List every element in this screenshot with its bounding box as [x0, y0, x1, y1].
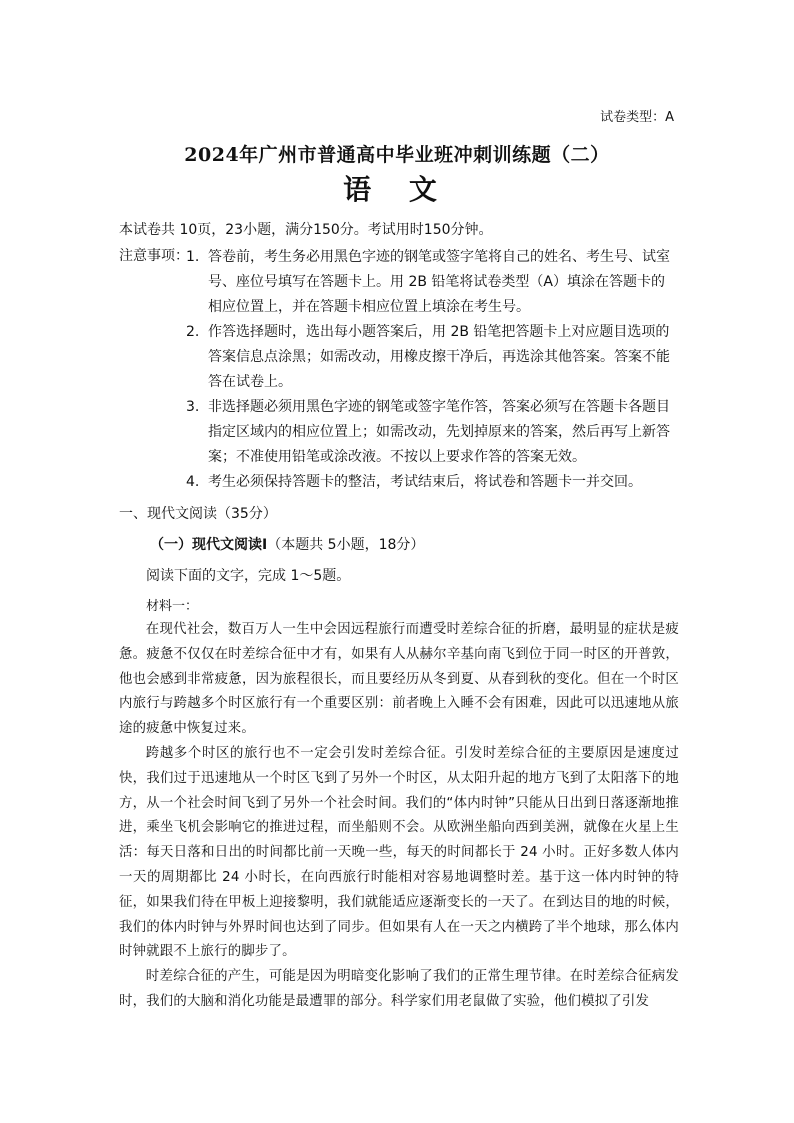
- subsection-info: （本题共 5小题，18分）: [267, 537, 425, 553]
- body-paragraph: 时差综合征的产生，可能是因为明暗变化影响了我们的正常生理节律。在时差综合征病发时，我们的大脑和消化功能是最遭罪的部分。科学家们用老鼠做了实验，他们模拟了引发: [119, 969, 679, 1009]
- notice-text: 作答选择题时，选出每小题答案后，用 2B 铅笔把答题卡上对应题目选项的答案信息点涂黑；如需改动，用橡皮擦干净后，再选涂其他答案。答案不能答在试卷上。: [208, 324, 670, 390]
- notice-list: [186, 245, 678, 495]
- reading-instruction: 阅读下面的文字，完成 1～5题。: [146, 568, 351, 584]
- material-label: 材料一：: [146, 599, 199, 614]
- exam-intro: 本试卷共 10页，23小题，满分150分。考试用时150分钟。: [119, 222, 493, 238]
- notice-number: 1.: [186, 249, 200, 265]
- notice-number: 3.: [186, 399, 200, 415]
- notice-item: [186, 395, 678, 470]
- paper-type-label: 试卷类型：A: [600, 110, 674, 125]
- body-paragraph: 在现代社会，数百万人一生中会因远程旅行而遭受时差综合征的折磨，最明显的症状是疲惫。疲惫不仅仅在时差综合征中才有，如果有人从赫尔辛基向南飞到位于同一时区的开普敦，他也会感到非常疲惫，因为旅程很长，而且要经历从冬到夏、从春到秋的变化。但在一个时区内旅行与跨越多个时区旅行有一个重要区别：前者晚上入睡不会有困难，因此可以迅速地从旅途的疲惫中恢复过来。: [119, 622, 679, 737]
- notice-number: 4.: [186, 474, 200, 490]
- notice-item: [186, 245, 678, 320]
- notice-label: 注意事项：: [119, 248, 189, 264]
- notice-item: [186, 320, 678, 395]
- body-paragraph: 跨越多个时区的旅行也不一定会引发时差综合征。引发时差综合征的主要原因是速度过快，我们过于迅速地从一个时区飞到了另外一个时区，从太阳升起的地方飞到了太阳落下的地方，从一个社会时间飞到了另外一个社会时间。我们的“体内时钟”只能从日出到日落逐渐地推进，乘坐飞机会影响它的推进过程，而坐船则不会。从欧洲坐船向西到美洲，就像在火星上生活：每天日落和日出的时间都比前一天晚一些，每天的时间都长于 24 小时。正好多数人体内一天的周期都比 24 小时长，在向西旅行时能相对容易地调整时差。基于这一体内时钟的特征，如果我们待在甲板上迎接黎明，我们就能适应逐渐变长的一天了。在到达目的地的时候，我们的体内时钟与外界时间也达到了同步。但如果有人在一天之内横跨了半个地球，那么体内时钟就跟不上旅行的脚步了。: [119, 745, 679, 960]
- notice-text: 答卷前，考生务必用黑色字迹的钢笔或签字笔将自己的姓名、考生号、试室号、座位号填写在答题卡上。用 2B 铅笔将试卷类型（A）填涂在答题卡的相应位置上，并在答题卡相应位置上填涂在考生号。: [208, 249, 670, 315]
- notice-number: 2.: [186, 324, 200, 340]
- subsection-heading: [150, 534, 424, 554]
- section-heading: 一、现代文阅读（35分）: [119, 506, 277, 522]
- material-body: [119, 618, 679, 1015]
- notice-item: [186, 470, 678, 495]
- notice-text: 非选择题必须用黑色字迹的钢笔或签字笔作答，答案必须写在答题卡各题目指定区域内的相应位置上；如需改动，先划掉原来的答案，然后再写上新答案；不准使用铅笔或涂改液。不按以上要求作答的答案无效。: [208, 399, 670, 465]
- exam-title: 2024年广州市普通高中毕业班冲刺训练题（二）: [184, 144, 610, 166]
- notice-text: 考生必须保持答题卡的整洁，考试结束后，将试卷和答题卡一并交回。: [208, 474, 642, 490]
- subject-title: 语 文: [343, 173, 451, 206]
- subsection-title: （一）现代文阅读Ⅰ: [150, 537, 268, 553]
